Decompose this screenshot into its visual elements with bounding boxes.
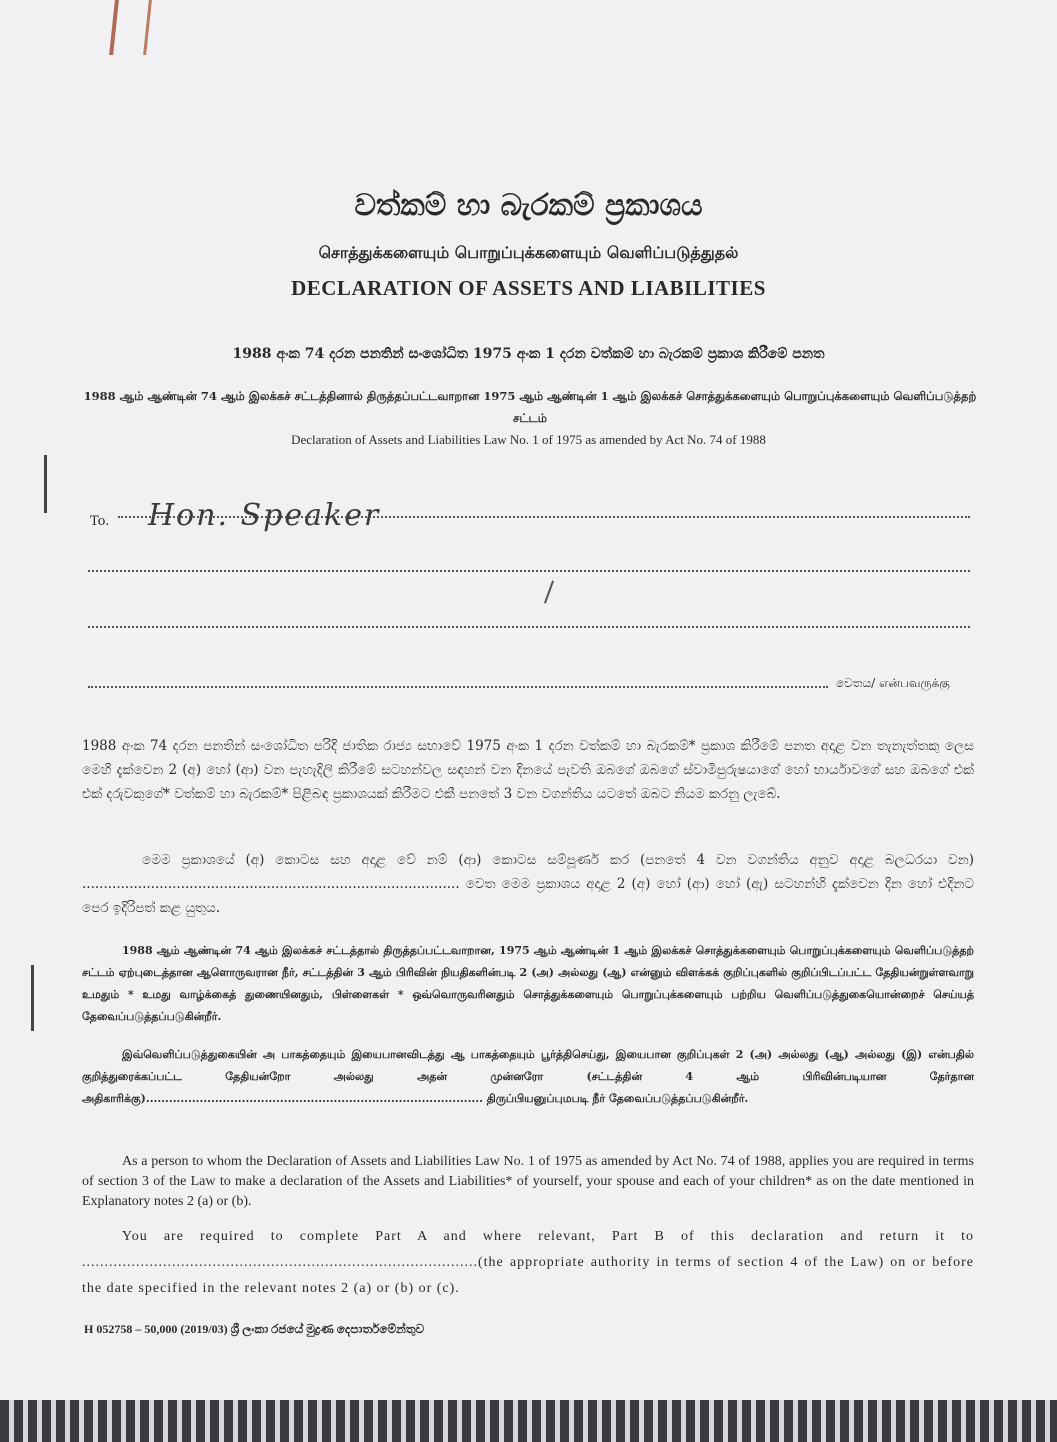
red-ink-mark [109,0,152,55]
law-reference-sinhala: 1988 අංක 74 දරන පනතින් සංශෝධිත 1975 අංක 1 දරන වත්කම් හා බැරකම් ප්‍රකාශ කිරීමේ පනත [232,346,825,362]
to-line-2[interactable] [88,570,970,572]
paragraph-sinhala-2: මෙම ප්‍රකාශයේ (අ) කොටස සහ අදාළ වේ නම් (ආ) කොටස සම්පූර්ණ කර (පනතේ 4 වන වගන්තිය අනුව අදාළ බලධරයා වන) ........................................................................................ වෙත මෙම ප්‍රකාශය අදාළ 2 (අ) හෝ (ආ) හෝ (ඇ) සටහන්හි දැක්වෙන දින හෝ එදිනට පෙර ඉදිරිපත් කළ යුතුය. [82,852,974,916]
title-english: DECLARATION OF ASSETS AND LIABILITIES [291,276,766,300]
to-line-1[interactable] [118,516,970,518]
print-footer: H 052758 – 50,000 (2019/03) ශ්‍රී ලංකා රජයේ මුද්‍රණ දෙපාර්තමේන්තුව [84,1322,425,1336]
to-line-3[interactable] [88,626,970,628]
margin-bracket [31,965,34,1031]
title-tamil: சொத்துக்களையும் பொறுப்புக்களையும் வெளிப்படுத்துதல் [318,243,739,262]
paragraph-english-2: You are required to complete Part A and where relevant, Part B of this declaration and return it to ........................................................................................(the appropriate authority in terms of section 4 of the Law) on or before the date specified in the relevant notes 2 (a) or (b) or (c). [82,1229,974,1296]
to-recipient-handwritten[interactable]: Hon. Speaker [148,498,381,533]
title-sinhala: වත්කම් හා බැරකම් ප්‍රකාශය [354,188,703,223]
to-suffix: වෙතය/ என்பவருக்கு [836,676,950,690]
paragraph-tamil-2: இவ்வெளிப்படுத்துகையின் அ பாகத்தையும் இயைபானவிடத்து ஆ பாகத்தையும் பூர்த்திசெய்து, இயைபான குறிப்புகள் 2 (அ) அல்லது (ஆ) அல்லது (இ) என்பதில் குறித்துரைக்கப்பட்ட தேதியன்றோ அல்லது அதன் முன்னரோ (சட்டத்தின் 4 ஆம் பிரிவின்படியான தேர்தான அதிகாரிக்கு)........................................................................................ திருப்பியனுப்புமபடி நீர் தேவைப்படுத்தப்படுகின்றீர். [82,1048,974,1105]
to-label: To. [90,514,110,529]
law-reference-english: Declaration of Assets and Liabilities Law No. 1 of 1975 as amended by Act No. 74 of 1988 [291,432,766,447]
to-line-4[interactable] [88,686,828,688]
law-reference-tamil: 1988 ஆம் ஆண்டின் 74 ஆம் இலக்கச் சட்டத்தினால் திருத்தப்பட்டவாறான 1975 ஆம் ஆண்டின் 1 ஆம் இலக்கச் சொத்துக்களையும் பொறுப்புக்களையும் வெளிப்படுத்தற் சட்டம் [83,389,977,425]
paragraph-tamil-1: 1988 ஆம் ஆண்டின் 74 ஆம் இலக்கச் சட்டத்தால் திருத்தப்பட்டவாறான, 1975 ஆம் ஆண்டின் 1 ஆம் இலக்கச் சொத்துக்களையும் பொறுப்புக்களையும் வெளிப்படுத்தற் சட்டம் ஏற்புடைத்தான ஆளொருவரான நீர், சட்டத்தின் 3 ஆம் பிரிவின் நியதிகளின்படி 2 (அ) அல்லது (ஆ) என்னும் விளக்கக் குறிப்புகளில் குறிப்பிடப்பட்ட தேதியன்றுள்ளவாறு உமதும் * உமது வாழ்க்கைத் துணையினதும், பிள்ளைகள் * ஒவ்வொருவரினதும் சொத்துக்களையும் பொறுப்புக்களையும் பற்றிய வெளிப்படுத்துகையொன்றைச் செய்யத் தேவைப்படுத்தப்படுகின்றீர். [82,944,974,1023]
paragraph-sinhala-1: 1988 අංක 74 දරන පනතින් සංශෝධිත පරිදි ජාතික රාජ්‍ය සභාවේ 1975 අංක 1 දරන වත්කම් හා බැරකම්* ප්‍රකාශ කිරීමේ පනත අදාළ වන තැනැත්තකු ලෙස මෙහි දැක්වෙන 2 (අ) හෝ (ආ) වන පැහැදිලි කිරීමේ සටහන්වල සඳහන් වන දිනයේ පැවති ඔබගේ ඔබගේ ස්වාමිපුරුෂයාගේ හෝ භාර්යාවගේ සහ ඔබගේ එක් එක් දරුවකුගේ* වත්කම් හා බැරකම්* පිළිබඳ ප්‍රකාශයක් කිරීමට එකී පනතේ 3 වන වගන්තිය යටතේ ඔබට නියම කරනු ලැබේ. [82,738,974,802]
background-surface [0,1400,1057,1442]
margin-bracket [44,455,47,513]
paragraph-english-1: As a person to whom the Declaration of Assets and Liabilities Law No. 1 of 1975 as amended by Act No. 74 of 1988, applies you are required in terms of section 3 of the Law to make a declaration of the Assets and Liabilities* of yourself, your spouse and each of your children* as on the date mentioned in Explanatory notes 2 (a) or (b). [82,1154,974,1209]
